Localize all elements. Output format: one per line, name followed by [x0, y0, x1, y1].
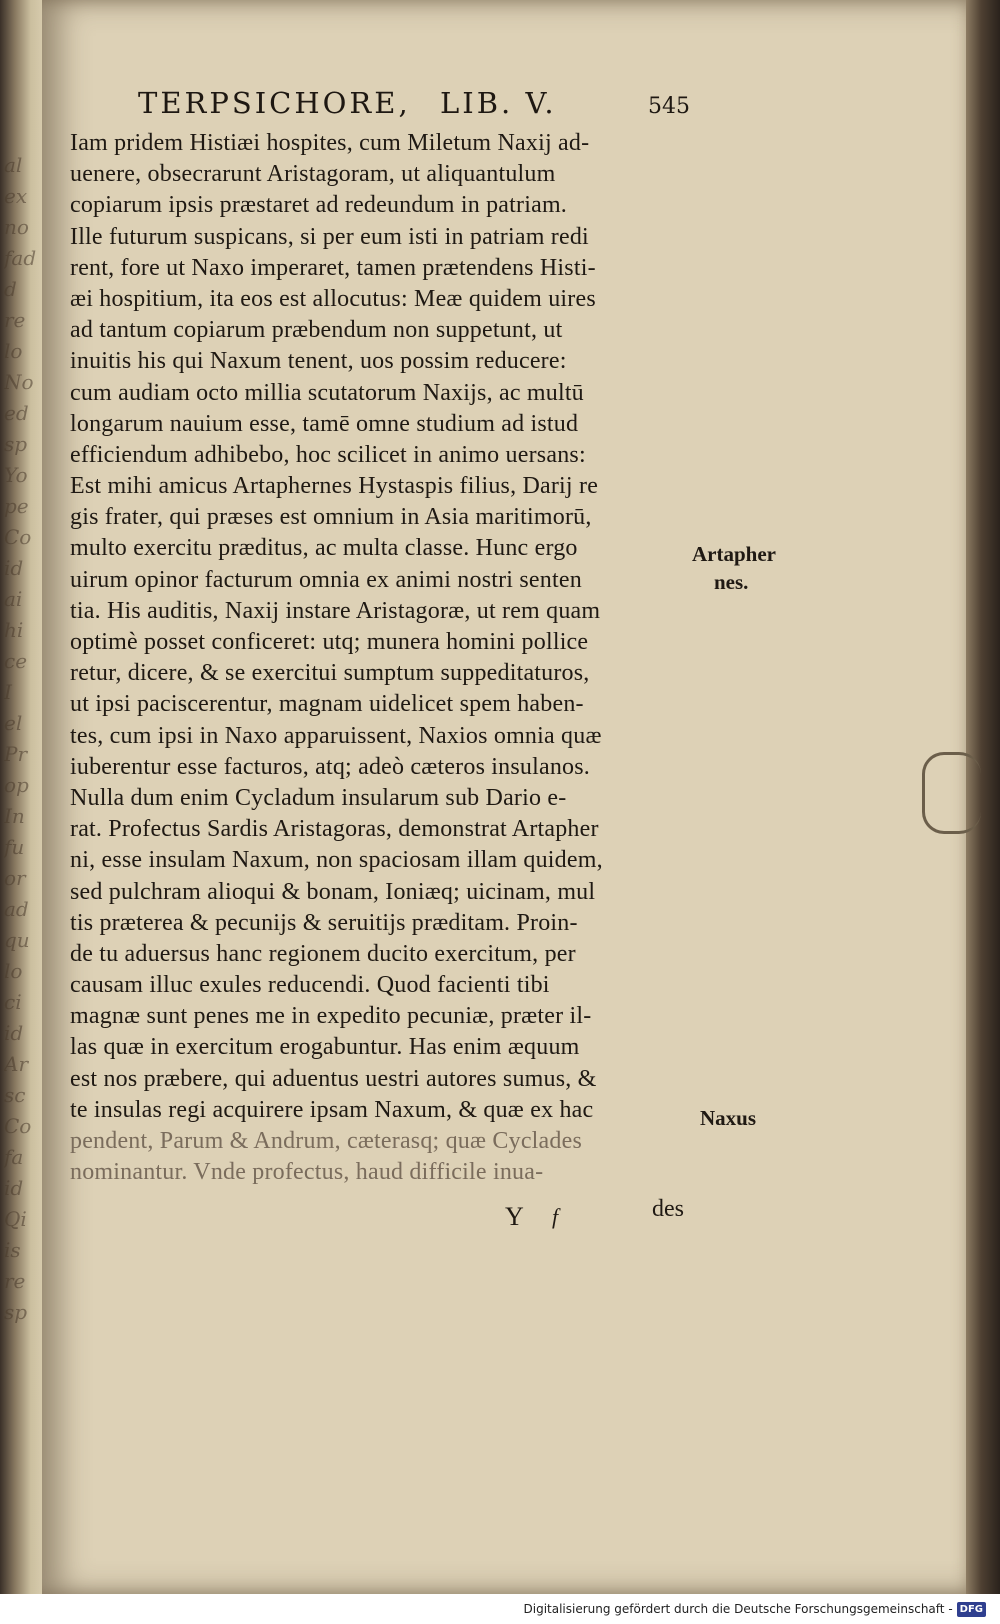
text-line: Nulla dum enim Cycladum insularum sub Dario e- [70, 784, 567, 811]
text-line: efficiendum adhibebo, hoc scilicet in animo uersans: [70, 441, 586, 468]
text-line: æi hospitium, ita eos est allocutus: Meæ quidem uires [70, 285, 596, 312]
text-line: Est mihi amicus Artaphernes Hystaspis filius, Darij re [70, 473, 599, 500]
text-line: de tu aduersus hanc regionem ducito exercitum, per [70, 940, 576, 967]
text-line: tes, cum ipsi in Naxo apparuissent, Naxios omnia quæ [70, 722, 602, 749]
text-line: las quæ in exercitum erogabuntur. Has enim æquum [70, 1034, 580, 1061]
text-line: causam illuc exules reducendi. Quod facienti tibi [70, 972, 550, 999]
text-line: retur, dicere, & se exercitui sumptum suppeditaturos, [70, 660, 590, 687]
text-line: copiarum ipsis præstaret ad redeundum in patriam. [70, 192, 568, 219]
credit-text: Digitalisierung gefördert durch die Deutsche Forschungsgemeinschaft - [523, 1602, 953, 1616]
text-line: gis frater, qui præses est omnium in Asia maritimorū, [70, 504, 592, 531]
marginal-note-naxus: Naxus [700, 1106, 757, 1130]
text-line: est nos præbere, qui aduentus uestri autores sumus, & [70, 1065, 597, 1092]
text-line: rent, fore ut Naxo imperaret, tamen prætendens Histi- [70, 254, 596, 281]
header-book: LIB. V. [440, 86, 557, 120]
marginal-note-line: nes. [714, 570, 749, 594]
text-line: multo exercitu præditus, ac multa classe. Hunc ergo [70, 535, 578, 562]
facing-page-fragments: al ex no fad d re lo No ed sp Yo pe Co id ai hi ce I el Pr op In fu or ad qu lo ci id Ar sc Co fa id Qi is re sp [4, 153, 37, 1324]
text-line: longarum nauium esse, tamē omne studium ad istud [70, 410, 579, 437]
text-line: Ille futurum suspicans, si per eum isti in patriam redi [70, 223, 589, 250]
signature-mark-small: f [552, 1204, 559, 1229]
text-line: tia. His auditis, Naxij instare Aristagoræ, ut rem quam [70, 597, 601, 624]
body-text [70, 128, 710, 1188]
text-line: nominantur. Vnde profectus, haud difficile inua- [70, 1159, 544, 1186]
text-line: optimè posset conficeret: utq; munera homini pollice [70, 629, 589, 655]
signature-mark: Y [505, 1202, 524, 1231]
text-line: tis præterea & pecunijs & seruitijs præditam. Proin- [70, 909, 578, 936]
marginal-note-artaphernes [692, 540, 776, 596]
text-line: pendent, Parum & Andrum, cæterasq; quæ Cyclades [70, 1128, 582, 1154]
text-line: ni, esse insulam Naxum, non spaciosam illam quidem, [70, 847, 603, 874]
catchword: des [652, 1196, 684, 1222]
facing-page-edge [0, 0, 44, 1594]
text-line: magnæ sunt penes me in expedito pecuniæ, præter il- [70, 1003, 592, 1030]
page-number: 545 [648, 94, 690, 119]
running-header [138, 86, 698, 126]
digitization-credit [524, 1598, 987, 1620]
text-line: te insulas regi acquirere ipsam Naxum, & quæ ex hac [70, 1096, 594, 1123]
header-title: TERPSICHORE, [138, 86, 411, 120]
text-line: ut ipsi paciscerentur, magnam uidelicet spem haben- [70, 691, 584, 718]
text-line: inuitis his qui Naxum tenent, uos possim reducere: [70, 348, 567, 375]
text-line: uirum opinor facturum omnia ex animi nostri senten [70, 566, 582, 593]
text-line: ad tantum copiarum præbendum non suppetunt, ut [70, 317, 563, 344]
text-line: uenere, obsecrarunt Aristagoram, ut aliquantulum [70, 161, 556, 188]
text-line: rat. Profectus Sardis Aristagoras, demonstrat Artapher [70, 816, 599, 843]
text-line: sed pulchram alioqui & bonam, Ioniæq; uicinam, mul [70, 878, 596, 905]
text-line: Iam pridem Histiæi hospites, cum Miletum Naxij ad- [70, 130, 590, 156]
dfg-logo: DFG [957, 1602, 986, 1617]
book-clasp [922, 752, 981, 834]
text-line: iuberentur esse facturos, atq; adeò cæteros insulanos. [70, 753, 590, 780]
marginal-note-line: Artapher [692, 542, 776, 566]
text-line: cum audiam octo millia scutatorum Naxijs, ac multū [70, 379, 584, 406]
